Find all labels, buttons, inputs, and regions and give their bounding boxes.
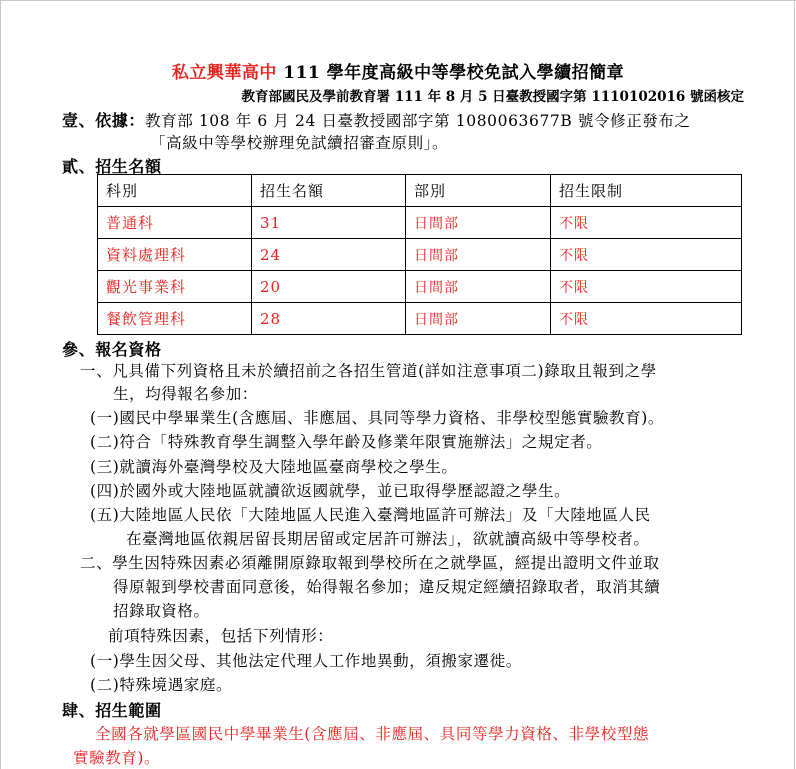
section3-line: 一、凡具備下列資格且未於續招前之各招生管道(詳如注意事項二)錄取且報到之學 <box>80 362 657 380</box>
header-quota: 招生名額 <box>252 175 406 207</box>
section3-line: (一)學生因父母、其他法定代理人工作地異動，須搬家遷徙。 <box>90 652 522 670</box>
quota-table <box>97 174 742 335</box>
section3-line: (四)於國外或大陸地區就讀欲返國就學，並已取得學歷認證之學生。 <box>90 482 571 500</box>
page-border-left <box>0 0 1 769</box>
cell-restriction: 不限 <box>551 271 742 303</box>
approval-note: 教育部國民及學前教育署 111 年 8 月 5 日臺教授國字第 1110102016 號函核定 <box>241 89 744 105</box>
cell-department: 普通科 <box>98 207 252 239</box>
school-name: 私立興華高中 <box>171 63 277 83</box>
header-restriction: 招生限制 <box>551 175 742 207</box>
section1-row <box>62 108 691 131</box>
section3-line: 在臺灣地區依親居留長期居留或定居許可辦法」，欲就讀高級中等學校者。 <box>126 530 650 548</box>
table-row <box>98 303 742 335</box>
section3-line: (五)大陸地區人民依「大陸地區人民進入臺灣地區許可辦法」及「大陸地區人民 <box>90 506 651 524</box>
section4-line: 實驗教育)。 <box>73 749 161 767</box>
page-border-top <box>0 0 796 1</box>
table-row <box>98 239 742 271</box>
header-department: 科別 <box>98 175 252 207</box>
section3-heading: 參、報名資格 <box>62 340 162 359</box>
title-text: 111 學年度高級中等學校免試入學續招簡章 <box>283 63 625 83</box>
section2-heading: 貳、招生名額 <box>62 157 162 176</box>
table-row <box>98 207 742 239</box>
section3-line: 二、學生因特殊因素必須離開原錄取報到學校所在之就學區，經提出證明文件並取 <box>80 554 660 572</box>
section3-line: 得原報到學校書面同意後，始得報名參加；違反規定經續招錄取者，取消其續 <box>113 578 661 596</box>
section3-line: 前項特殊因素，包括下列情形： <box>108 627 334 645</box>
cell-restriction: 不限 <box>551 303 742 335</box>
section1-heading: 壹、依據： <box>62 111 146 130</box>
cell-quota: 28 <box>252 303 406 335</box>
cell-department: 觀光事業科 <box>98 271 252 303</box>
section4-line: 全國各就學區國民中學畢業生(含應屆、非應屆、具同等學力資格、非學校型態 <box>95 725 650 743</box>
section1-line2: 「高級中等學校辦理免試續招審查原則」。 <box>150 134 449 152</box>
section3-line: (一)國民中學畢業生(含應屆、非應屆、具同等學力資格、非學校型態實驗教育)。 <box>90 409 664 427</box>
cell-department: 餐飲管理科 <box>98 303 252 335</box>
cell-department: 資料處理科 <box>98 239 252 271</box>
cell-quota: 20 <box>252 271 406 303</box>
cell-quota: 31 <box>252 207 406 239</box>
section3-line: 生，均得報名參加： <box>113 385 258 403</box>
cell-division: 日間部 <box>406 207 551 239</box>
header-division: 部別 <box>406 175 551 207</box>
cell-restriction: 不限 <box>551 207 742 239</box>
table-row <box>98 271 742 303</box>
table-header-row <box>98 175 742 207</box>
document-title <box>0 58 796 83</box>
section3-line: (三)就讀海外臺灣學校及大陸地區臺商學校之學生。 <box>90 458 458 476</box>
cell-restriction: 不限 <box>551 239 742 271</box>
cell-division: 日間部 <box>406 239 551 271</box>
section1-line1: 教育部 108 年 6 月 24 日臺教授國部字第 1080063677B 號令修正發布之 <box>145 112 691 130</box>
section3-line: (二)符合「特殊教育學生調整入學年齡及修業年限實施辦法」之規定者。 <box>90 433 603 451</box>
page-border-right <box>794 0 795 769</box>
section4-heading: 肆、招生範圍 <box>62 701 162 720</box>
section3-line: (二)特殊境遇家庭。 <box>90 676 233 694</box>
section3-line: 招錄取資格。 <box>113 602 210 620</box>
cell-division: 日間部 <box>406 271 551 303</box>
cell-division: 日間部 <box>406 303 551 335</box>
cell-quota: 24 <box>252 239 406 271</box>
